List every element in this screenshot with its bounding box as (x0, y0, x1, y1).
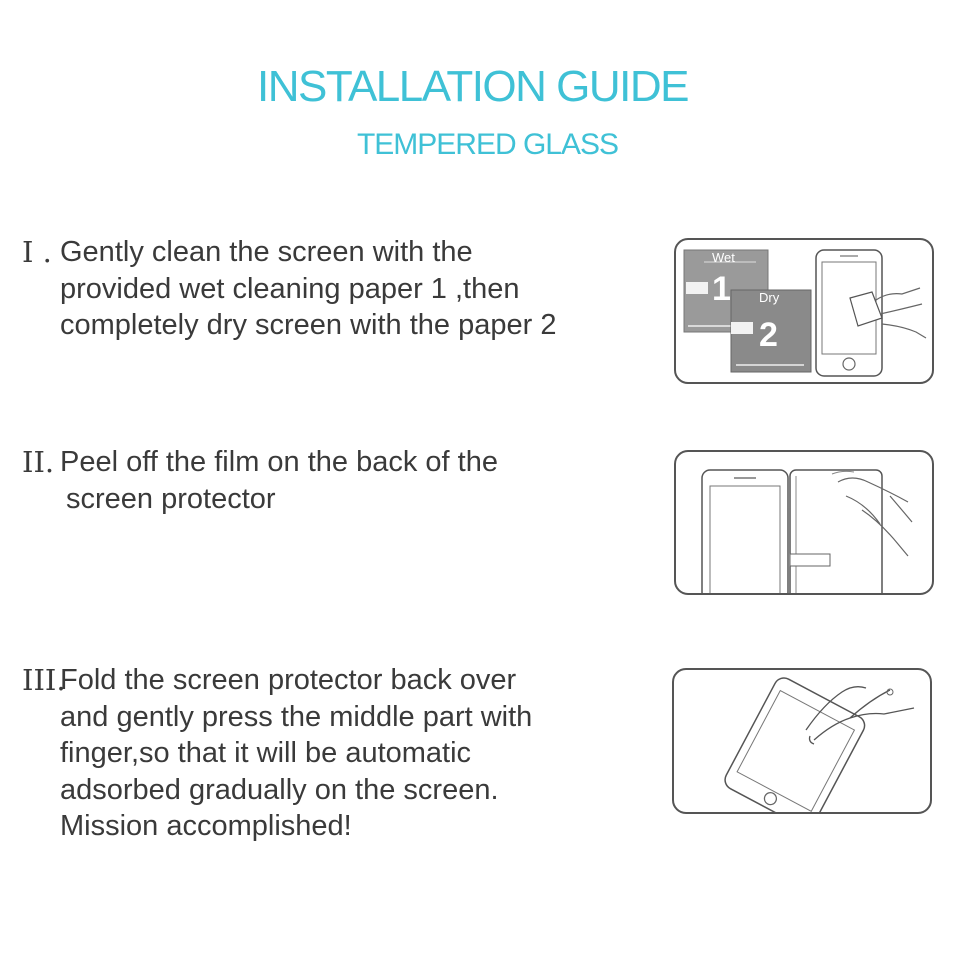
step-3-line-2: and gently press the middle part with (60, 700, 533, 733)
page-title: INSTALLATION GUIDE (256, 62, 688, 111)
cleaning-papers-illustration (676, 240, 934, 384)
step-1-illustration (674, 238, 934, 384)
dry-label: Dry (759, 290, 780, 305)
step-3-illustration (672, 668, 932, 814)
step-1-line-2: provided wet cleaning paper 1 ,then (60, 272, 520, 305)
phone-icon (702, 470, 788, 595)
dry-number: 2 (759, 316, 778, 354)
peel-film-illustration (676, 452, 934, 595)
step-3-numeral: III. (22, 663, 66, 697)
step-3-line-4: adsorbed gradually on the screen. (60, 773, 499, 806)
step-2-numeral: II. (22, 445, 55, 479)
press-protector-illustration (674, 670, 932, 814)
dry-tag-icon (731, 322, 753, 334)
wet-number: 1 (712, 270, 731, 308)
cleaning-cloth-icon (850, 292, 882, 326)
step-2-illustration (674, 450, 934, 595)
step-1-numeral: I . (22, 235, 52, 269)
step-1-line-1: Gently clean the screen with the (60, 236, 473, 268)
peel-tab-icon (790, 554, 830, 566)
wet-tag-icon (686, 282, 708, 294)
page-subtitle: TEMPERED GLASS (356, 128, 619, 161)
step-2-line-1: Peel off the film on the back of the (60, 446, 498, 478)
step-2-line-2: screen protector (66, 482, 276, 515)
hand-icon (876, 288, 926, 338)
phone-icon (722, 674, 869, 814)
hand-icon (838, 478, 912, 556)
wet-label: Wet (712, 250, 735, 265)
step-3-line-5: Mission accomplished! (60, 810, 352, 842)
step-3-line-1: Fold the screen protector back over (60, 664, 517, 696)
step-1-line-3: completely dry screen with the paper 2 (60, 309, 557, 341)
screen-protector-icon (790, 470, 882, 595)
step-3-line-3: finger,so that it will be automatic (60, 737, 472, 769)
